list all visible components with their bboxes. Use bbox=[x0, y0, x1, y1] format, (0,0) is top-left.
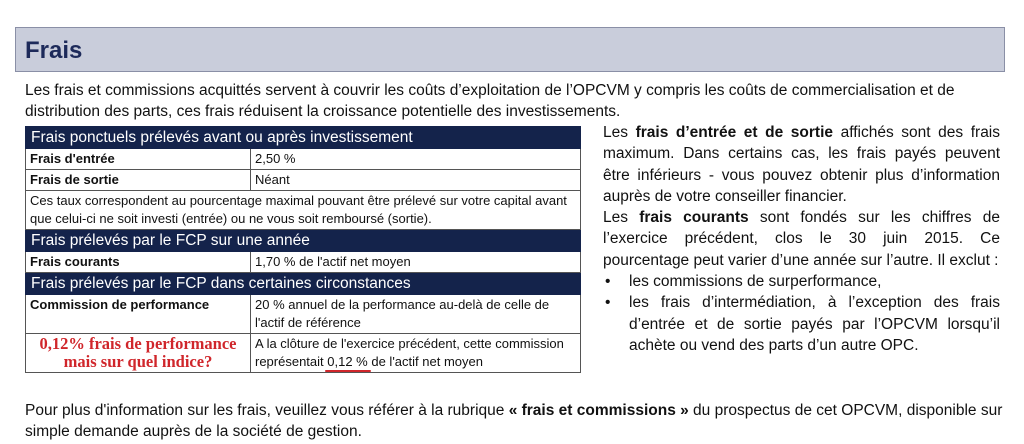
frais-entree-label: Frais d'entrée bbox=[26, 149, 251, 170]
table-row bbox=[26, 295, 581, 334]
entree-sortie-paragraph bbox=[603, 122, 1000, 207]
footer-post: du prospectus de cet OPCVM, disponible sur simple demande auprès de la société de gestion. bbox=[25, 402, 1003, 440]
p1-bold: frais d’entrée et de sortie bbox=[635, 124, 833, 141]
perf-note-percent: 0,12 % bbox=[327, 354, 368, 369]
section-title: Frais bbox=[25, 37, 83, 64]
list-item: • les frais d’intermédiation, à l’exception des frais d’entrée et de sortie payés par l’OPCVM lorsqu’il achète ou vend des parts d’un autre OPC. bbox=[629, 292, 1000, 356]
footer-pre: Pour plus d'information sur les frais, veuillez vous référer à la rubrique bbox=[25, 402, 509, 419]
section-circonstances: Frais prélevés par le FCP dans certaines circonstances bbox=[26, 273, 581, 295]
fees-table bbox=[25, 126, 581, 373]
taux-note: Ces taux correspondent au pourcentage maximal pouvant être prélevé sur votre capital avant que celui-ci ne soit investi (entrée) ou ne vous soit remboursé (sortie). bbox=[26, 191, 581, 230]
p2-bold: frais courants bbox=[639, 209, 749, 227]
frais-courants-paragraph bbox=[603, 207, 1000, 271]
table-row bbox=[26, 252, 581, 273]
table-row bbox=[26, 170, 581, 191]
p2-post: sont fondés sur les chiffres de l’exercice précédent, clos le 30 juin 2015. Ce pourcentage peut varier d’une année sur l’autre. Il exclut : bbox=[603, 209, 1000, 269]
footer-bold: « frais et commissions » bbox=[508, 402, 689, 419]
p1-pre: Les bbox=[603, 124, 636, 141]
handwritten-annotation: 0,12% frais de performance mais sur quel indice? bbox=[26, 334, 251, 373]
table-section-header bbox=[26, 273, 581, 295]
section-ponctuels: Frais ponctuels prélevés avant ou après investissement bbox=[26, 127, 581, 149]
frais-courants-label: Frais courants bbox=[26, 252, 251, 273]
commission-performance-note bbox=[251, 334, 581, 373]
perf-note-post: de l'actif net moyen bbox=[367, 354, 483, 369]
section-annuels: Frais prélevés par le FCP sur une année bbox=[26, 230, 581, 252]
footer-paragraph bbox=[25, 400, 1010, 442]
intro-paragraph: Les frais et commissions acquittés servent à couvrir les coûts d’exploitation de l’OPCVM y compris les coûts de commercialisation et de distribution des parts, ces frais réduisent la croissance potentielle des investissements. bbox=[25, 82, 955, 120]
p1-post: affichés sont des frais maximum. Dans certains cas, les frais payés peuvent être inférieurs - vous pouvez obtenir plus d’information auprès de votre conseiller financier. bbox=[603, 124, 1001, 205]
frais-sortie-value: Néant bbox=[251, 170, 581, 191]
explanation-panel bbox=[603, 122, 1000, 356]
frais-courants-value: 1,70 % de l'actif net moyen bbox=[251, 252, 581, 273]
commission-performance-label: Commission de performance bbox=[26, 295, 251, 334]
section-header bbox=[15, 27, 1005, 72]
table-section-header bbox=[26, 230, 581, 252]
exclusions-list bbox=[603, 271, 1000, 356]
commission-performance-value: 20 % annuel de la performance au-delà de celle de l'actif de référence bbox=[251, 295, 581, 334]
table-row bbox=[26, 334, 581, 373]
table-row bbox=[26, 191, 581, 230]
frais-sortie-label: Frais de sortie bbox=[26, 170, 251, 191]
perf-note-pre: A la clôture de l'exercice précédent, cette commission représentait bbox=[255, 336, 564, 369]
frais-entree-value: 2,50 % bbox=[251, 149, 581, 170]
p2-pre: Les bbox=[603, 209, 640, 227]
list-item: • les commissions de surperformance, bbox=[629, 271, 1000, 292]
table-row bbox=[26, 149, 581, 170]
table-section-header bbox=[26, 127, 581, 149]
